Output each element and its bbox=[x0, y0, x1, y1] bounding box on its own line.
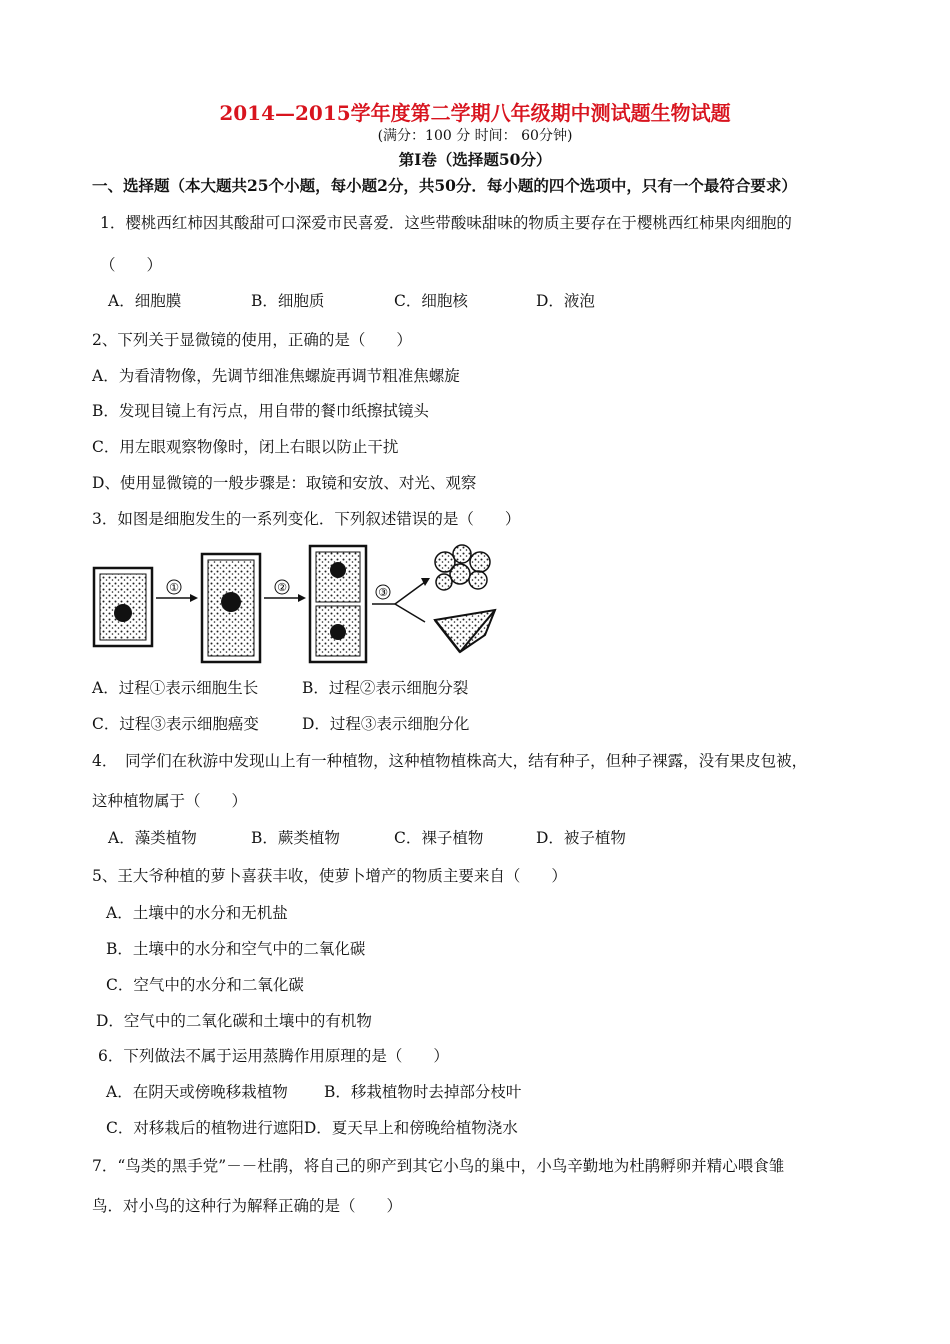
question-3-stem: 3．如图是细胞发生的一系列变化．下列叙述错误的是（ ） bbox=[92, 510, 521, 528]
question-6-options-row-1 bbox=[106, 1082, 521, 1102]
cell-2 bbox=[202, 554, 260, 662]
question-5-option-b: B．土壤中的水分和空气中的二氧化碳 bbox=[106, 940, 366, 958]
part-heading: 第Ⅰ卷（选择题50分） bbox=[398, 150, 552, 169]
option-c: C．过程③表示细胞癌变 bbox=[92, 715, 259, 733]
question-7-stem-continued: 鸟．对小鸟的这种行为解释正确的是（ ） bbox=[92, 1197, 403, 1215]
option-b: B．过程②表示细胞分裂 bbox=[302, 679, 469, 697]
question-5-option-a: A．土壤中的水分和无机盐 bbox=[106, 904, 288, 922]
question-6-options-row-2 bbox=[106, 1118, 518, 1138]
option-b: B．细胞质 bbox=[251, 292, 325, 310]
differentiated-cell-cluster bbox=[435, 545, 490, 590]
arrow-3 bbox=[372, 578, 430, 622]
question-1-stem: 1．樱桃西红柿因其酸甜可口深爱市民喜爱．这些带酸味甜味的物质主要存在于樱桃西红柿果肉细胞的 bbox=[100, 214, 792, 232]
option-b: B．移栽植物时去掉部分枝叶 bbox=[324, 1083, 522, 1101]
question-4-stem: 4． 同学们在秋游中发现山上有一种植物，这种植物植株高大，结有种子，但种子裸露，没有果皮包被， bbox=[92, 752, 808, 770]
cell-change-diagram bbox=[90, 540, 510, 665]
exam-title: 2014—2015学年度第二学期八年级期中测试题生物试题 bbox=[219, 101, 731, 125]
option-d: D．夏天早上和傍晚给植物浇水 bbox=[303, 1119, 518, 1137]
question-3-options-row-1 bbox=[92, 678, 468, 698]
option-a: A．藻类植物 bbox=[108, 829, 197, 847]
option-b: B．蕨类植物 bbox=[251, 829, 340, 847]
question-2-option-d: D、使用显微镜的一般步骤是：取镜和安放、对光、观察 bbox=[92, 474, 477, 492]
cell-1 bbox=[94, 568, 152, 646]
question-2-option-a: A．为看清物像，先调节细准焦螺旋再调节粗准焦螺旋 bbox=[92, 367, 460, 385]
question-4-options bbox=[108, 828, 626, 848]
process-1-label: ① bbox=[169, 581, 179, 594]
question-4-stem-continued: 这种植物属于（ ） bbox=[92, 792, 248, 810]
option-d: D．过程③表示细胞分化 bbox=[302, 715, 470, 733]
question-2-option-c: C．用左眼观察物像时，闭上右眼以防止干扰 bbox=[92, 438, 399, 456]
exam-subtitle: (满分：100 分 时间： 60分钟) bbox=[377, 128, 573, 144]
question-3-options-row-2 bbox=[92, 714, 469, 734]
arrow-2 bbox=[264, 580, 306, 602]
option-d: D．被子植物 bbox=[536, 829, 626, 847]
option-a: A．过程①表示细胞生长 bbox=[92, 679, 259, 697]
process-2-label: ② bbox=[277, 581, 287, 594]
question-1-options bbox=[108, 291, 595, 311]
question-2-stem: 2、下列关于显微镜的使用，正确的是（ ） bbox=[92, 331, 412, 349]
option-a: A．细胞膜 bbox=[108, 292, 182, 310]
question-5-stem: 5、王大爷种植的萝卜喜获丰收，使萝卜增产的物质主要来自（ ） bbox=[92, 867, 567, 885]
question-2-option-b: B．发现目镜上有污点，用自带的餐巾纸擦拭镜头 bbox=[92, 402, 429, 420]
process-3-label: ③ bbox=[378, 586, 388, 599]
option-c: C．裸子植物 bbox=[394, 829, 484, 847]
question-5-option-c: C．空气中的水分和二氧化碳 bbox=[106, 976, 304, 994]
differentiated-tissue-fan bbox=[435, 610, 495, 652]
cell-3-divided bbox=[310, 546, 366, 662]
arrow-1 bbox=[156, 580, 198, 602]
option-c: C．对移栽后的植物进行遮阳 bbox=[106, 1119, 304, 1137]
option-a: A．在阴天或傍晚移栽植物 bbox=[106, 1083, 288, 1101]
question-1-blank: （ ） bbox=[100, 256, 163, 274]
question-5-option-d: D．空气中的二氧化碳和土壤中的有机物 bbox=[96, 1012, 372, 1030]
question-6-stem: 6．下列做法不属于运用蒸腾作用原理的是（ ） bbox=[98, 1047, 449, 1065]
section-heading: 一、选择题（本大题共25个小题，每小题2分，共50分．每小题的四个选项中，只有一个最符合要求） bbox=[92, 176, 797, 195]
question-7-stem: 7．“鸟类的黑手党”－－杜鹃，将自己的卵产到其它小鸟的巢中，小鸟辛勤地为杜鹃孵卵并精心喂食雏 bbox=[92, 1157, 785, 1175]
option-d: D．液泡 bbox=[536, 292, 595, 310]
option-c: C．细胞核 bbox=[394, 292, 468, 310]
